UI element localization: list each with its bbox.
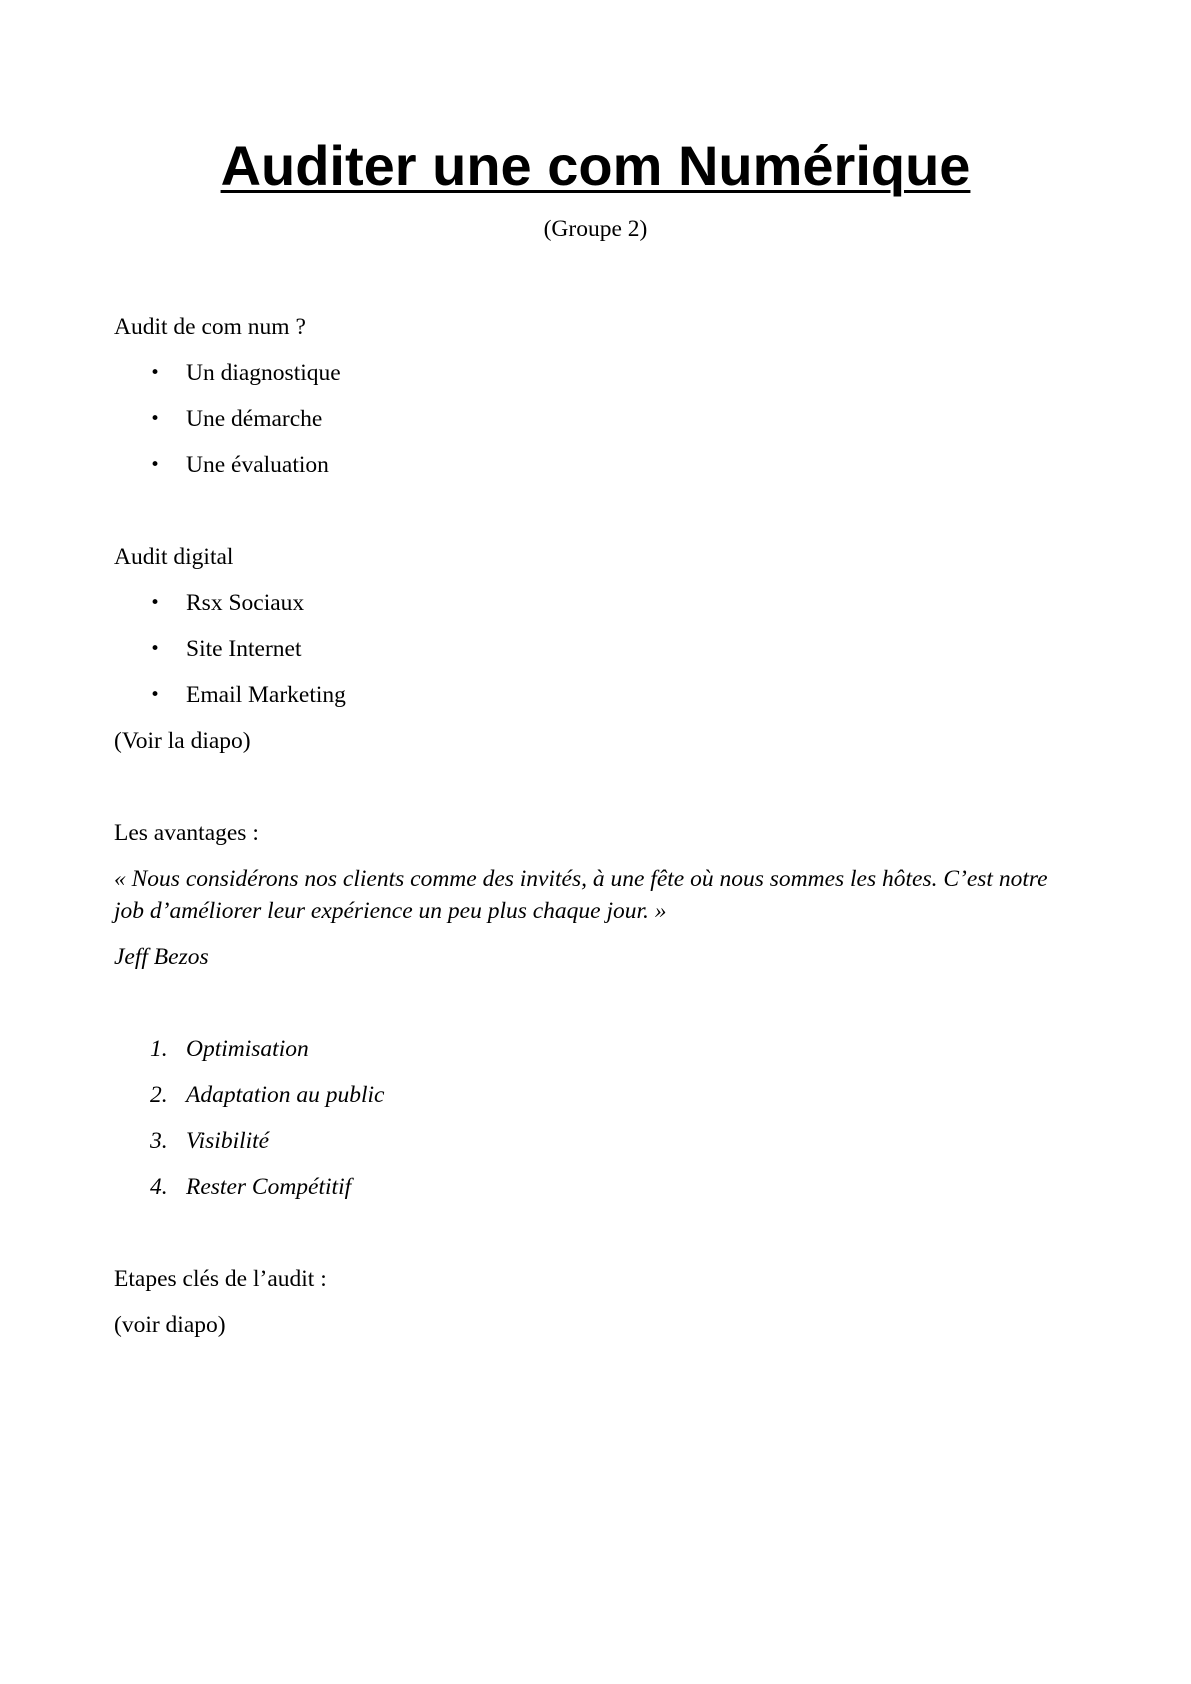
section-heading-audit-digital: Audit digital [114, 544, 234, 570]
numbered-item-number: 1. [150, 1036, 168, 1062]
list-item [150, 450, 329, 481]
numbered-item [150, 1034, 309, 1065]
section-heading-etapes-cles: Etapes clés de l’audit : [114, 1266, 327, 1292]
quote-text: « Nous considérons nos clients comme des invités, à une fête où nous sommes les hôtes. C’est notre job d’améliorer leur expérience un peu plus chaque jour. » [114, 866, 1048, 925]
numbered-item [150, 1080, 384, 1111]
list-item-label: Site Internet [186, 636, 302, 662]
numbered-item-number: 3. [150, 1128, 168, 1154]
section-note-voir-la-diapo: (Voir la diapo) [114, 728, 251, 754]
numbered-item-number: 4. [150, 1174, 168, 1200]
numbered-item [150, 1172, 351, 1203]
bullet-icon: • [150, 639, 161, 659]
numbered-item-number: 2. [150, 1082, 168, 1108]
document-subtitle: (Groupe 2) [543, 216, 648, 242]
list-item-label: Rsx Sociaux [186, 590, 305, 616]
list-item [150, 358, 341, 389]
bullet-icon: • [150, 363, 161, 383]
section-note-voir-diapo: (voir diapo) [114, 1312, 226, 1338]
numbered-item-label: Adaptation au public [186, 1082, 385, 1108]
list-item [150, 680, 346, 711]
list-item-label: Email Marketing [186, 682, 346, 708]
bullet-icon: • [150, 409, 161, 429]
list-item-label: Un diagnostique [186, 360, 341, 386]
document-title: Auditer une com Numérique [220, 134, 971, 197]
numbered-item [150, 1126, 269, 1157]
bullet-icon: • [150, 455, 161, 475]
numbered-item-label: Optimisation [186, 1036, 309, 1062]
section-heading-avantages: Les avantages : [114, 820, 259, 846]
numbered-item-label: Visibilité [186, 1128, 270, 1154]
list-item [150, 634, 302, 665]
bullet-icon: • [150, 685, 161, 705]
list-item [150, 404, 322, 435]
list-item [150, 588, 304, 619]
quote-author: Jeff Bezos [114, 944, 209, 970]
list-item-label: Une évaluation [186, 452, 329, 478]
section-heading-audit-com-num: Audit de com num ? [114, 314, 306, 340]
list-item-label: Une démarche [186, 406, 323, 432]
numbered-item-label: Rester Compétitif [186, 1174, 352, 1200]
bullet-icon: • [150, 593, 161, 613]
